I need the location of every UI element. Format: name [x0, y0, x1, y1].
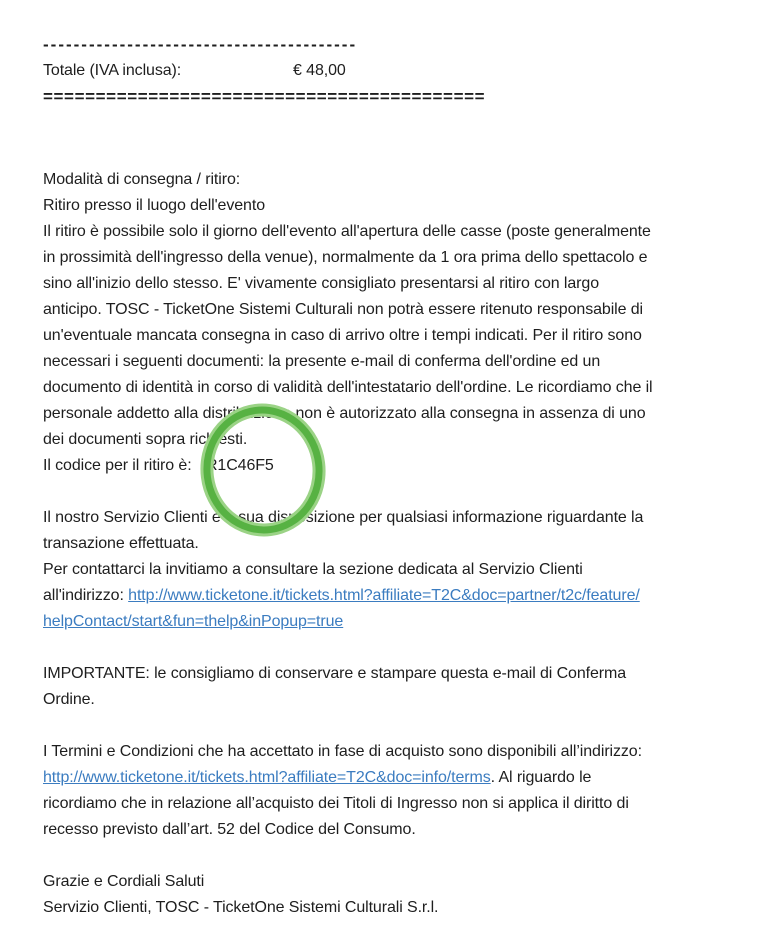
- paragraph-line: transazione effettuata.: [43, 535, 199, 552]
- paragraph-line: Il nostro Servizio Clienti è a sua disposizione per qualsiasi informazione riguardante la: [43, 509, 644, 526]
- pickup-code-label: Il codice per il ritiro è:: [43, 457, 192, 474]
- important-section: [43, 661, 745, 713]
- paragraph-line: Ordine.: [43, 691, 95, 708]
- delivery-section: [43, 167, 745, 479]
- support-link-continuation: [43, 609, 745, 635]
- paragraph-line: Modalità di consegna / ritiro:: [43, 171, 241, 188]
- total-value: € 48,00: [293, 62, 346, 79]
- paragraph-line: anticipo. TOSC - TicketOne Sistemi Culturali non potrà essere ritenuto responsabile di: [43, 301, 643, 318]
- paragraph-line: IMPORTANTE: le consigliamo di conservare e stampare questa e-mail di Conferma: [43, 665, 627, 682]
- paragraph-line: sino all'inizio dello stesso. E' vivamente consigliato presentarsi al ritiro con largo: [43, 275, 600, 292]
- signature-greeting: Grazie e Cordiali Saluti: [43, 873, 205, 890]
- paragraph-line: dei documenti sopra richiesti.: [43, 431, 248, 448]
- paragraph-line: Per contattarci la invitiamo a consultare la sezione dedicata al Servizio Clienti: [43, 561, 583, 578]
- paragraph-line: Il ritiro è possibile solo il giorno dell'evento all'apertura delle casse (poste generalmente: [43, 223, 651, 240]
- total-row: [43, 58, 745, 84]
- summary-section: [43, 32, 745, 110]
- paragraph-line: Ritiro presso il luogo dell'evento: [43, 197, 265, 214]
- paragraph-line: ricordiamo che in relazione all’acquisto dei Titoli di Ingresso non si applica il diritto di: [43, 795, 629, 812]
- signature-sender: Servizio Clienti, TOSC - TicketOne Sistemi Culturali S.r.l.: [43, 899, 439, 916]
- terms-link-line: [43, 765, 745, 791]
- dashed-separator: -----------------------------------------: [43, 35, 358, 54]
- support-section: [43, 505, 745, 635]
- paragraph-line: documento di identità in corso di validità dell'intestatario dell'ordine. Le ricordiamo che il: [43, 379, 653, 396]
- double-separator: ==========================================: [43, 87, 486, 106]
- support-link-line: [43, 583, 745, 609]
- paragraph-line: un'eventuale mancata consegna in caso di arrivo oltre i tempi indicati. Per il ritiro sono: [43, 327, 642, 344]
- total-label: Totale (IVA inclusa):: [43, 62, 182, 79]
- support-link-prefix: all'indirizzo:: [43, 587, 129, 604]
- paragraph-line: recesso previsto dall’art. 52 del Codice del Consumo.: [43, 821, 416, 838]
- paragraph-line: necessari i seguenti documenti: la presente e-mail di conferma dell'ordine ed un: [43, 353, 601, 370]
- paragraph-line: I Termini e Condizioni che ha accettato in fase di acquisto sono disponibili all’indirizzo:: [43, 743, 642, 760]
- pickup-code: R1C46F5: [205, 457, 274, 474]
- pickup-code-line: [43, 453, 745, 479]
- terms-section: [43, 739, 745, 843]
- signature-section: [43, 869, 745, 921]
- paragraph-line: in prossimità dell'ingresso della venue), normalmente da 1 ora prima dello spettacolo e: [43, 249, 648, 266]
- terms-link[interactable]: http://www.ticketone.it/tickets.html?affiliate=T2C&doc=info/terms: [43, 769, 491, 786]
- support-link[interactable]: http://www.ticketone.it/tickets.html?affiliate=T2C&doc=partner/t2c/feature/: [128, 587, 640, 604]
- support-link-part2[interactable]: helpContact/start&fun=thelp&inPopup=true: [43, 613, 344, 630]
- terms-after-link: . Al riguardo le: [490, 769, 592, 786]
- paragraph-line: personale addetto alla distribuzione non è autorizzato alla consegna in assenza di uno: [43, 405, 646, 422]
